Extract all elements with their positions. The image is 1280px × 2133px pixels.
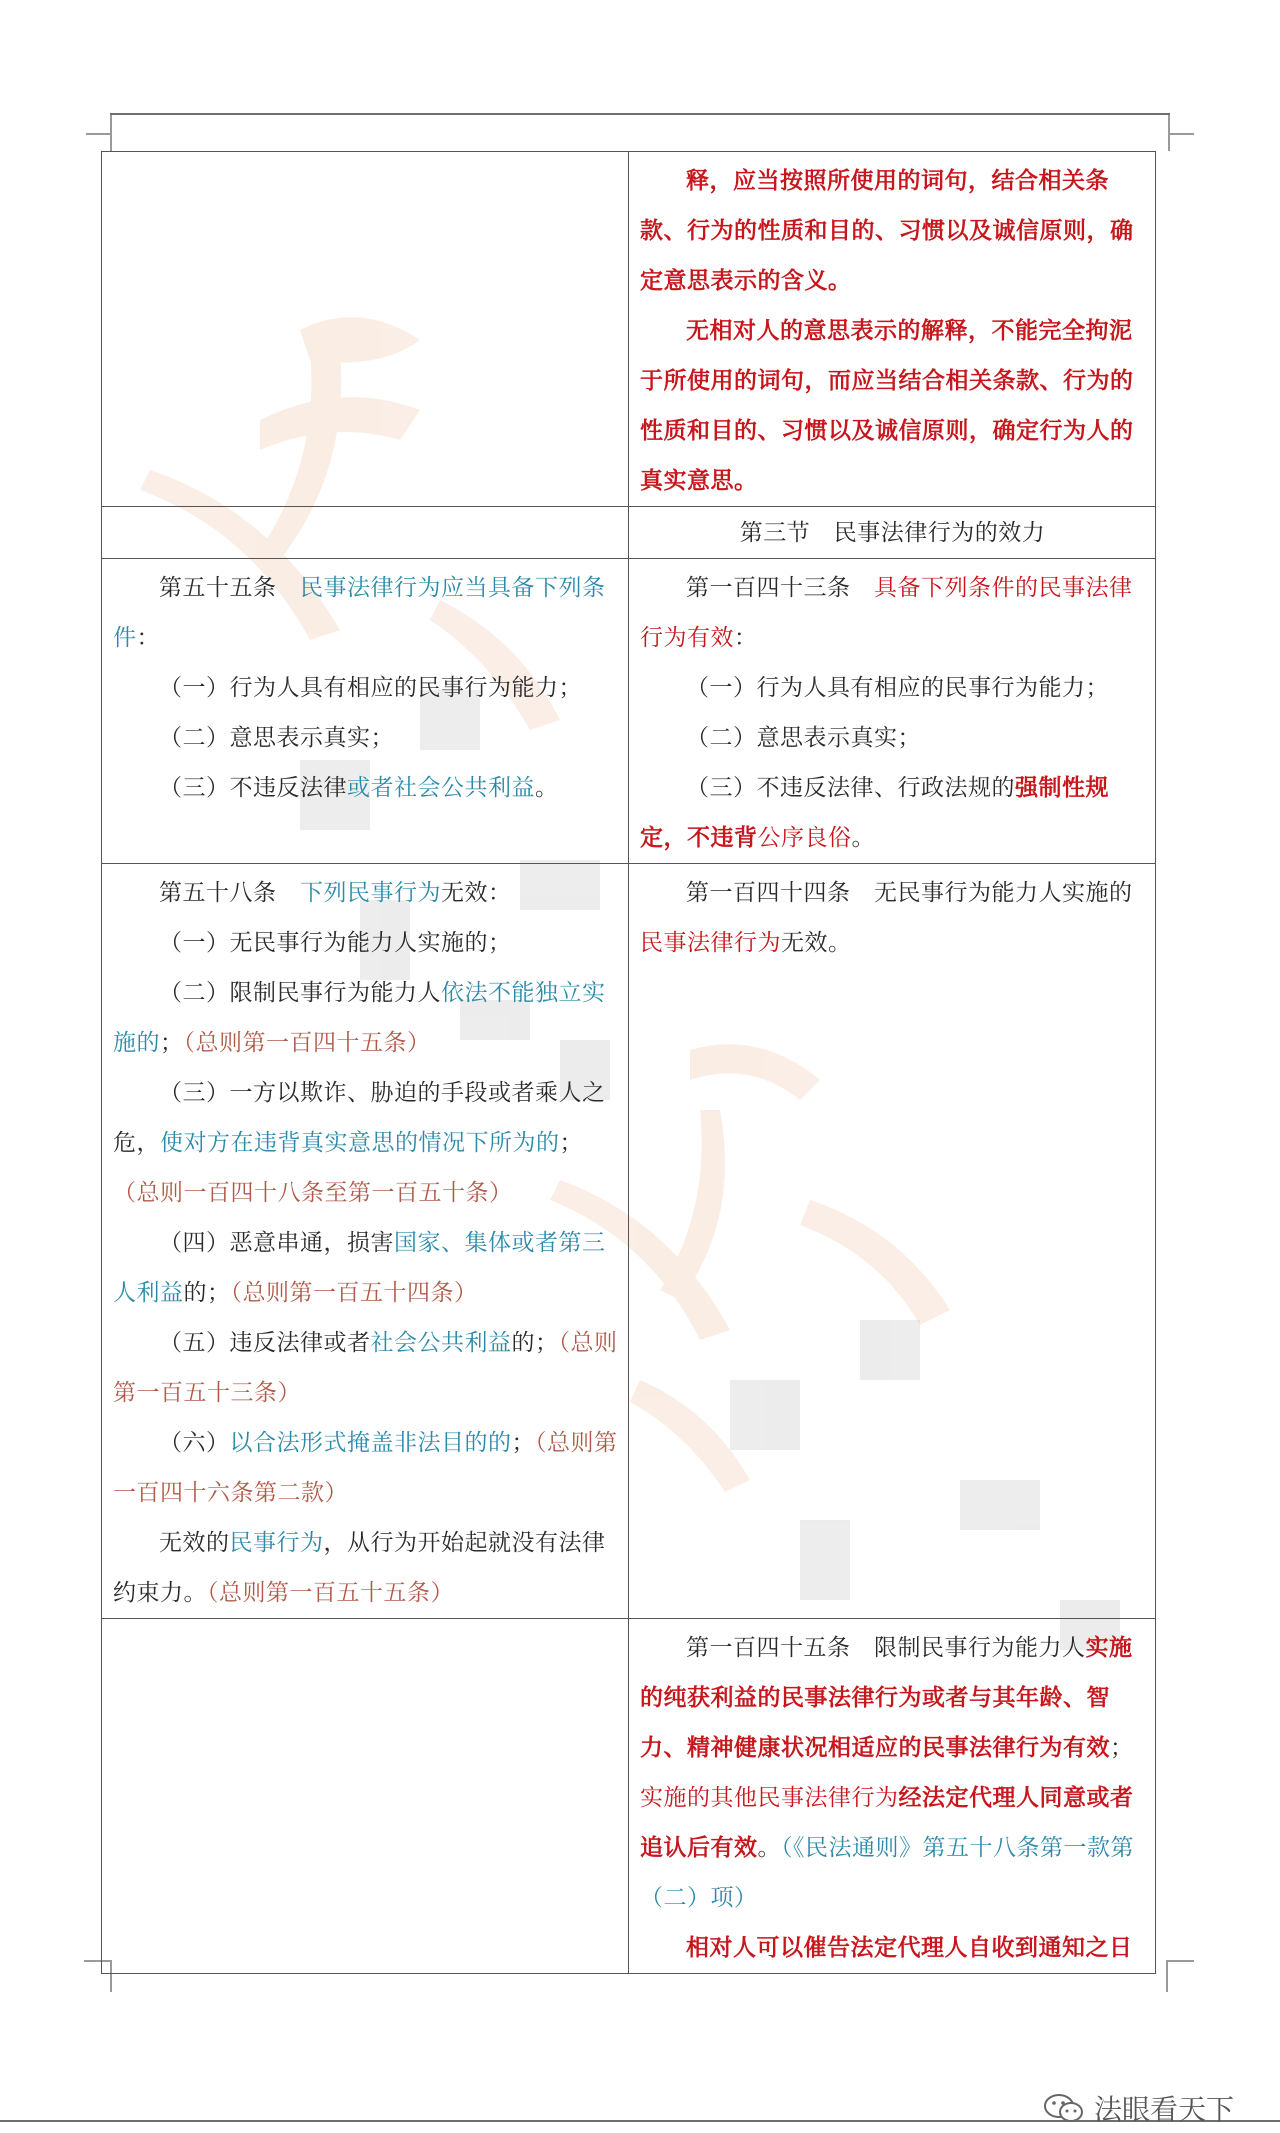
comparison-table xyxy=(101,151,1156,1974)
article-paragraph xyxy=(640,156,1145,306)
article-paragraph xyxy=(113,968,618,1068)
text-run: （一）无民事行为能力人实施的； xyxy=(159,930,512,956)
text-run: 。 xyxy=(535,775,559,801)
table-row xyxy=(102,864,1156,1619)
table-row xyxy=(102,152,1156,507)
article-paragraph xyxy=(113,563,618,663)
text-run: （总则第一百四十五条） xyxy=(183,1030,431,1056)
section-title-cell xyxy=(629,507,1156,559)
article-paragraph xyxy=(113,713,618,763)
article-paragraph xyxy=(113,918,618,968)
text-run: 实施的其他民事法律行为 xyxy=(640,1785,899,1811)
left-cell xyxy=(102,1619,629,1974)
crop-mark xyxy=(1166,1960,1168,1992)
crop-mark xyxy=(1170,133,1194,135)
wechat-icon xyxy=(1042,2091,1086,2125)
text-run: 经法定代理人同意或者追认后有效 xyxy=(640,1785,1134,1861)
text-run: 无相对人的意思表示的解释，不能完全拘泥于所使用的词句，而应当结合相关条款、行为的性质和目的、习惯以及诚信原则，确定行为人的真实意思。 xyxy=(640,318,1134,494)
header-rule xyxy=(110,113,1170,115)
text-run: 第一百四十五条 限制民事行为能力人 xyxy=(686,1635,1086,1661)
article-paragraph xyxy=(640,713,1145,763)
text-run: 公序良俗 xyxy=(757,825,852,851)
text-run: 使对方在违背真实意思的情况下所为的 xyxy=(160,1130,560,1156)
footer-account xyxy=(1042,2088,1234,2128)
text-run: （一）行为人具有相应的民事行为能力； xyxy=(159,675,582,701)
left-cell xyxy=(102,507,629,559)
text-run: 或者社会公共利益 xyxy=(347,775,535,801)
crop-mark xyxy=(1168,1960,1194,1962)
text-run: 无效： xyxy=(441,880,512,906)
text-run: （三）不违反法律、行政法规的 xyxy=(686,775,1015,801)
article-paragraph xyxy=(640,1623,1145,1923)
text-run: 的； xyxy=(511,1330,559,1356)
text-run: （总则第一百五十五条） xyxy=(207,1580,454,1606)
text-run: ，从行为开始起就没有法律约束力。 xyxy=(113,1530,606,1606)
crop-mark xyxy=(86,133,110,135)
text-run: （六） xyxy=(159,1430,230,1456)
text-run: （总则第一百五十四条） xyxy=(230,1280,478,1306)
text-run: 。 xyxy=(851,825,875,851)
text-run: （二）意思表示真实； xyxy=(686,725,921,751)
article-paragraph xyxy=(640,306,1145,506)
left-cell xyxy=(102,152,629,507)
article-paragraph xyxy=(113,1518,618,1618)
table-row xyxy=(102,1619,1156,1974)
text-run: ： xyxy=(734,625,758,651)
article-paragraph xyxy=(640,663,1145,713)
left-cell xyxy=(102,864,629,1619)
text-run: （一）行为人具有相应的民事行为能力； xyxy=(686,675,1109,701)
article-paragraph xyxy=(640,563,1145,663)
article-paragraph xyxy=(640,868,1145,968)
footer-label: 法眼看天下 xyxy=(1093,2093,1234,2126)
text-run: ； xyxy=(559,1130,583,1156)
article-paragraph xyxy=(113,1218,618,1318)
article-paragraph xyxy=(113,663,618,713)
text-run: 第五十八条 xyxy=(159,880,300,906)
text-run: 强制性规定，不违背 xyxy=(640,775,1109,851)
text-run: （五）违反法律或者 xyxy=(159,1330,371,1356)
text-run: ； xyxy=(511,1430,535,1456)
text-run: 国家、集体或者第三人利益 xyxy=(113,1230,606,1306)
text-run: （二）意思表示真实； xyxy=(159,725,394,751)
text-run: 第五十五条 xyxy=(159,575,300,601)
right-cell xyxy=(629,1619,1156,1974)
text-run: （二）限制民事行为能力人 xyxy=(159,980,441,1006)
text-run: 释，应当按照所使用的词句，结合相关条款、行为的性质和目的、习惯以及诚信原则，确定意思表示的含义。 xyxy=(640,168,1134,294)
text-run: （三）一方以欺诈、胁迫的手段或者乘人之危， xyxy=(113,1080,606,1156)
text-run: 相对人可以催告法定代理人自收到通知之日 xyxy=(686,1935,1133,1961)
right-cell xyxy=(629,559,1156,864)
text-run: （总则第一百四十六条第二款） xyxy=(113,1430,618,1506)
text-run: 第一百四十四条 无民事行为能力人实施的 xyxy=(686,880,1133,906)
article-paragraph xyxy=(113,1318,618,1418)
article-paragraph xyxy=(640,763,1145,863)
text-run: 。 xyxy=(757,1835,781,1861)
right-cell xyxy=(629,864,1156,1619)
text-run: 无效的 xyxy=(159,1530,230,1556)
article-paragraph xyxy=(640,1923,1145,1973)
text-run: 民事行为 xyxy=(229,1530,324,1556)
text-run: 实施的纯获利益的民事法律行为或者与其年龄、智力、精神健康状况相适应的民事法律行为有效 xyxy=(640,1635,1133,1761)
article-paragraph xyxy=(113,1418,618,1518)
text-run: ； xyxy=(160,1030,184,1056)
text-run: 社会公共利益 xyxy=(370,1330,512,1356)
text-run: （四）恶意串通，损害 xyxy=(159,1230,394,1256)
text-run: （三）不违反法律 xyxy=(159,775,347,801)
crop-mark xyxy=(110,115,112,151)
article-paragraph xyxy=(113,868,618,918)
article-paragraph xyxy=(113,1068,618,1218)
text-run: 的； xyxy=(183,1280,231,1306)
text-run: 下列民事行为 xyxy=(300,880,441,906)
text-run: 以合法形式掩盖非法目的的 xyxy=(229,1430,512,1456)
table-row xyxy=(102,559,1156,864)
text-run: ； xyxy=(1110,1735,1134,1761)
text-run: （总则第一百五十三条） xyxy=(113,1330,618,1406)
left-cell xyxy=(102,559,629,864)
text-run: （《民法通则》第五十八条第一款第（二）项） xyxy=(640,1835,1134,1911)
right-cell xyxy=(629,152,1156,507)
text-run: 第一百四十三条 xyxy=(686,575,874,601)
text-run: 依法不能独立实施的 xyxy=(113,980,606,1056)
section-title: 第三节 民事法律行为的效力 xyxy=(739,519,1046,546)
text-run: 无效。 xyxy=(781,930,852,956)
text-run: 具备下列条件的民事法律行为有效 xyxy=(640,575,1133,651)
text-run: 民事法律行为 xyxy=(640,930,781,956)
text-run: ： xyxy=(136,625,160,651)
text-run: （总则一百四十八条至第一百五十条） xyxy=(113,1180,513,1206)
table-row xyxy=(102,507,1156,559)
article-paragraph xyxy=(113,763,618,813)
text-run: 民事法律行为应当具备下列条件 xyxy=(113,575,606,651)
